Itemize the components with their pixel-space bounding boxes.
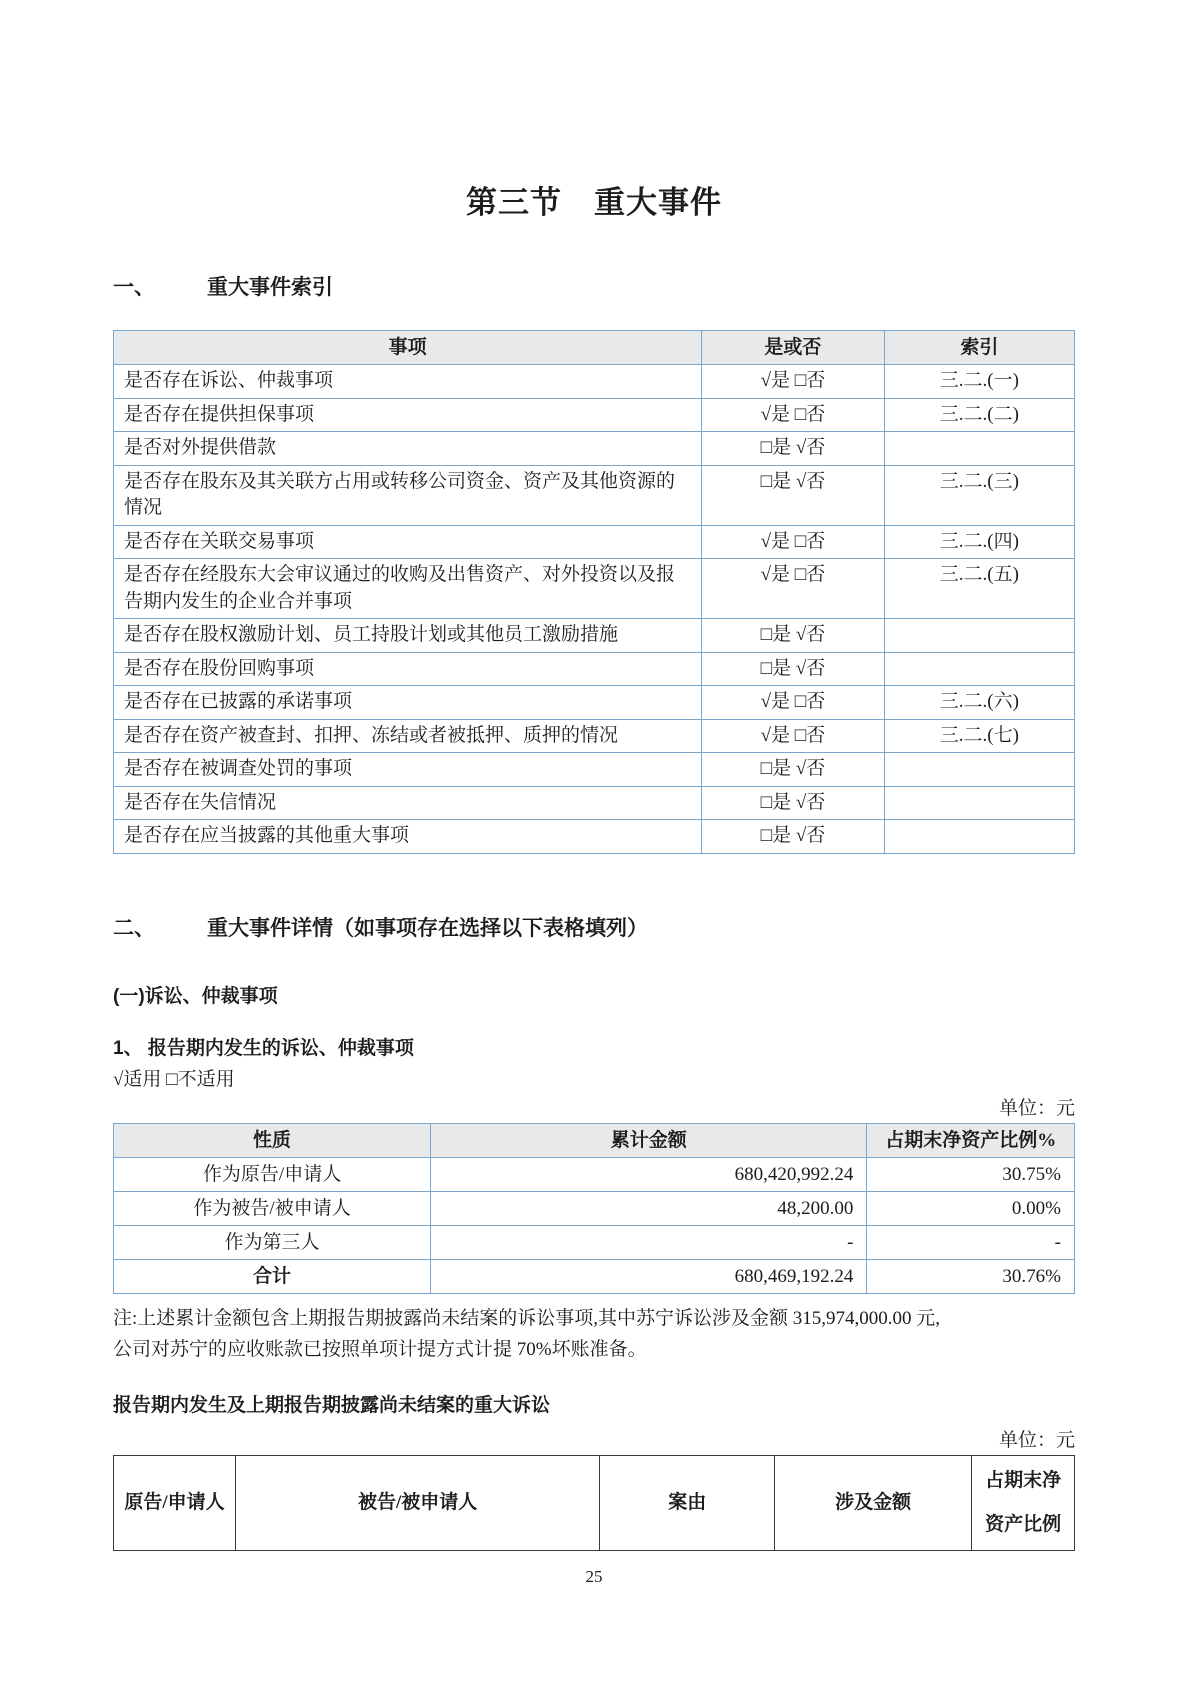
table-body xyxy=(114,1157,1075,1293)
table-cell: √是 □否 xyxy=(702,398,885,432)
column-header: 占期末净资产比例% xyxy=(867,1123,1075,1157)
column-header: 占期末净资产比例 xyxy=(972,1455,1075,1550)
table-row xyxy=(114,686,1075,720)
table-cell: 作为原告/申请人 xyxy=(114,1157,431,1191)
table-cell: √是 □否 xyxy=(702,525,885,559)
note-line: 注:上述累计金额包含上期报告期披露尚未结案的诉讼事项,其中苏宁诉讼涉及金额 315,974,000.00 元, xyxy=(113,1307,941,1329)
table-row xyxy=(114,525,1075,559)
table-row xyxy=(114,465,1075,525)
table-cell: 合计 xyxy=(114,1259,431,1293)
applicable-checkline: √适用 □不适用 xyxy=(113,1068,235,1090)
column-header: 涉及金额 xyxy=(775,1455,972,1550)
table-cell: □是 √否 xyxy=(702,432,885,466)
table-cell: 是否存在诉讼、仲裁事项 xyxy=(114,365,702,399)
table-cell: 是否存在应当披露的其他重大事项 xyxy=(114,820,702,854)
column-header: 是或否 xyxy=(702,331,885,365)
document-page xyxy=(113,0,1075,1588)
table-cell: 三.二.(一) xyxy=(884,365,1074,399)
major-events-index-table xyxy=(113,330,1075,854)
column-header: 性质 xyxy=(114,1123,431,1157)
table-cell: 作为被告/被申请人 xyxy=(114,1191,431,1225)
table-cell: 是否存在提供担保事项 xyxy=(114,398,702,432)
table-row xyxy=(114,719,1075,753)
item-heading-litigation-period: 1、 报告期内发生的诉讼、仲裁事项 xyxy=(113,1037,414,1059)
section-heading-text: 重大事件详情（如事项存在选择以下表格填列） xyxy=(207,916,648,940)
table-body xyxy=(114,365,1075,854)
note-paragraph xyxy=(113,1303,1075,1365)
table-cell: 三.二.(三) xyxy=(884,465,1074,525)
table-cell: 是否对外提供借款 xyxy=(114,432,702,466)
table-row xyxy=(114,652,1075,686)
table-cell: 是否存在关联交易事项 xyxy=(114,525,702,559)
major-cases-heading: 报告期内发生及上期报告期披露尚未结案的重大诉讼 xyxy=(113,1394,551,1416)
table-cell: 三.二.(七) xyxy=(884,719,1074,753)
table-cell: □是 √否 xyxy=(702,465,885,525)
table-cell: 680,469,192.24 xyxy=(431,1259,867,1293)
column-header: 被告/被申请人 xyxy=(236,1455,600,1550)
table-cell: 是否存在被调查处罚的事项 xyxy=(114,753,702,787)
table-cell: 是否存在经股东大会审议通过的收购及出售资产、对外投资以及报告期内发生的企业合并事项 xyxy=(114,559,702,619)
table-cell: 48,200.00 xyxy=(431,1191,867,1225)
table-header-row xyxy=(114,1455,1075,1550)
section-number: 一、 xyxy=(113,276,155,299)
table-cell xyxy=(884,619,1074,653)
table-cell xyxy=(884,753,1074,787)
table-cell: 三.二.(五) xyxy=(884,559,1074,619)
table-header-row xyxy=(114,331,1075,365)
table-row xyxy=(114,398,1075,432)
table-row xyxy=(114,365,1075,399)
note-line: 公司对苏宁的应收账款已按照单项计提方式计提 70%坏账准备。 xyxy=(113,1338,647,1360)
table-row xyxy=(114,1157,1075,1191)
table-cell: √是 □否 xyxy=(702,559,885,619)
table-cell: 是否存在资产被查封、扣押、冻结或者被抵押、质押的情况 xyxy=(114,719,702,753)
table-row xyxy=(114,786,1075,820)
table-row xyxy=(114,753,1075,787)
page-number: 25 xyxy=(585,1566,603,1586)
pending-major-cases-table xyxy=(113,1455,1075,1551)
table-cell xyxy=(884,820,1074,854)
section-heading-details xyxy=(113,914,1075,944)
table-cell: □是 √否 xyxy=(702,820,885,854)
column-header: 累计金额 xyxy=(431,1123,867,1157)
table-cell: 是否存在股东及其关联方占用或转移公司资金、资产及其他资源的情况 xyxy=(114,465,702,525)
section-heading-text: 重大事件索引 xyxy=(207,276,333,299)
section-number: 二、 xyxy=(113,916,155,940)
table-cell: 作为第三人 xyxy=(114,1225,431,1259)
table-row xyxy=(114,559,1075,619)
subsection-heading-litigation: (一)诉讼、仲裁事项 xyxy=(113,985,278,1007)
table-cell: 30.75% xyxy=(867,1157,1075,1191)
table-cell: 0.00% xyxy=(867,1191,1075,1225)
table-cell: 是否存在股份回购事项 xyxy=(114,652,702,686)
table-row xyxy=(114,1191,1075,1225)
table-cell: □是 √否 xyxy=(702,652,885,686)
table-cell: 680,420,992.24 xyxy=(431,1157,867,1191)
table-cell: □是 √否 xyxy=(702,753,885,787)
table-cell: 三.二.(六) xyxy=(884,686,1074,720)
table-header-row xyxy=(114,1123,1075,1157)
table-row xyxy=(114,1259,1075,1293)
table-cell xyxy=(884,652,1074,686)
table-row xyxy=(114,820,1075,854)
table-cell xyxy=(884,432,1074,466)
section-heading-index xyxy=(113,273,1075,303)
table-cell xyxy=(884,786,1074,820)
page-title: 第三节 重大事件 xyxy=(466,185,722,220)
table-cell: 是否存在已披露的承诺事项 xyxy=(114,686,702,720)
table-cell: □是 √否 xyxy=(702,619,885,653)
table-cell: 三.二.(四) xyxy=(884,525,1074,559)
table-cell: 是否存在股权激励计划、员工持股计划或其他员工激励措施 xyxy=(114,619,702,653)
column-header: 索引 xyxy=(884,331,1074,365)
table-row xyxy=(114,1225,1075,1259)
table-cell: √是 □否 xyxy=(702,365,885,399)
table-cell: - xyxy=(431,1225,867,1259)
column-header: 案由 xyxy=(600,1455,775,1550)
table-cell: 是否存在失信情况 xyxy=(114,786,702,820)
table-cell: √是 □否 xyxy=(702,719,885,753)
table-cell: - xyxy=(867,1225,1075,1259)
table-row xyxy=(114,619,1075,653)
unit-label: 单位：元 xyxy=(998,1097,1075,1119)
litigation-summary-table xyxy=(113,1123,1075,1294)
table-cell: □是 √否 xyxy=(702,786,885,820)
table-cell: 三.二.(二) xyxy=(884,398,1074,432)
table-cell: √是 □否 xyxy=(702,686,885,720)
unit-label: 单位：元 xyxy=(998,1429,1075,1451)
table-cell: 30.76% xyxy=(867,1259,1075,1293)
table-row xyxy=(114,432,1075,466)
column-header: 事项 xyxy=(114,331,702,365)
column-header: 原告/申请人 xyxy=(114,1455,236,1550)
